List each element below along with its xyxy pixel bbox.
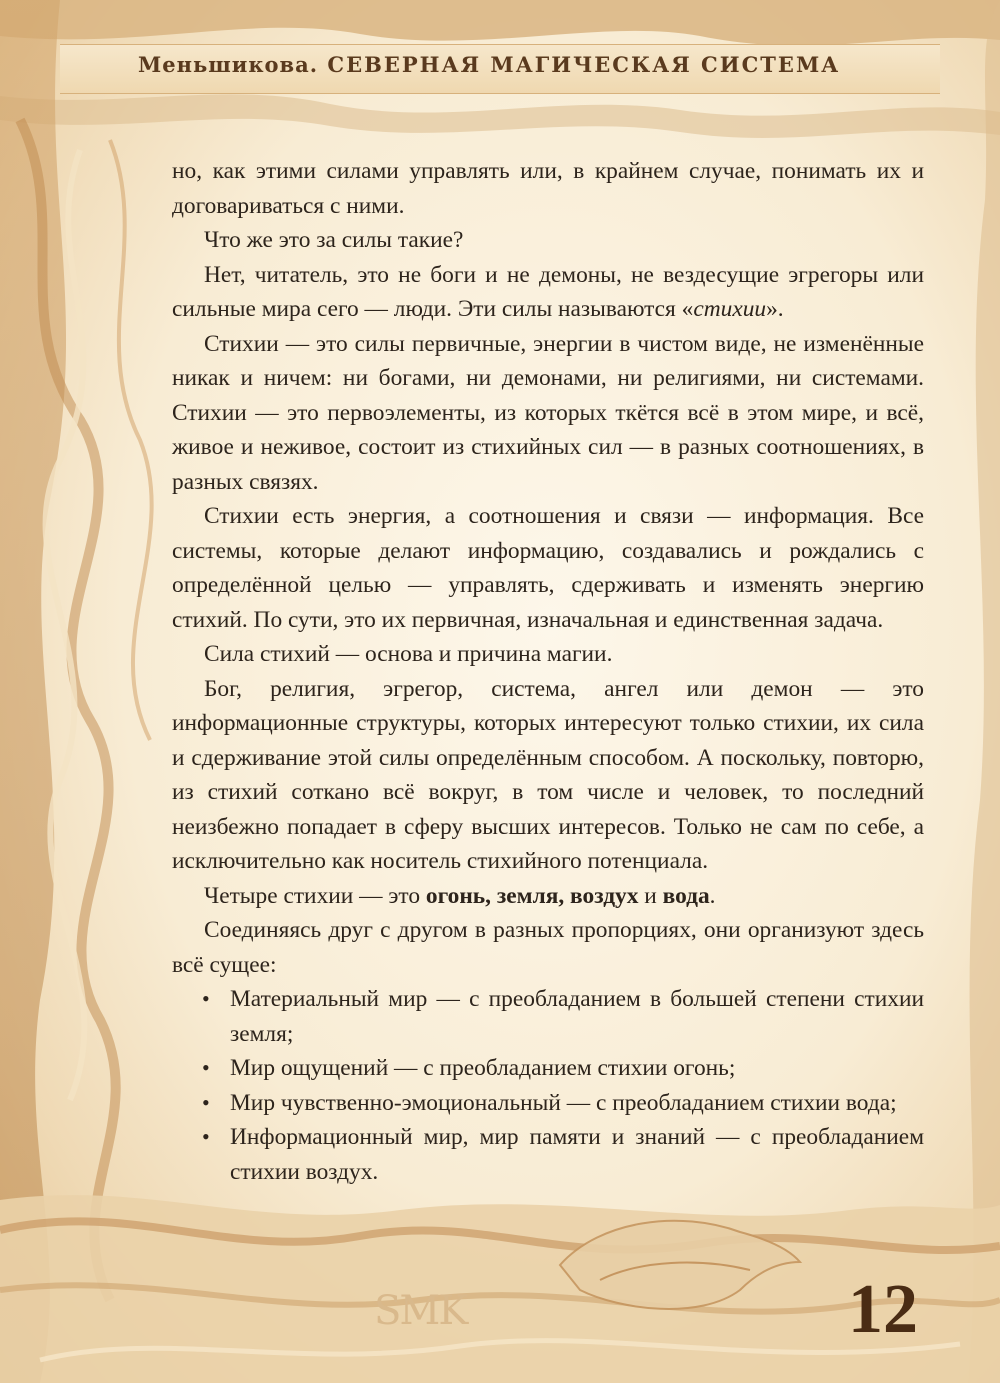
list-item: • Материальный мир — с преобладанием в большей степени стихии земля;: [172, 982, 924, 1051]
paragraph-text: Нет, читатель, это не боги и не демоны, не вездесущие эгрегоры или сильные мира сего — люди. Эти силы называются «: [172, 261, 924, 322]
list-item: • Мир ощущений — с преобладанием стихии огонь;: [172, 1051, 924, 1086]
paragraph-text: и: [638, 882, 663, 909]
header-author: Меньшикова.: [138, 52, 319, 77]
bullet-list: [172, 982, 924, 1189]
paragraph: Что же это за силы такие?: [204, 227, 464, 253]
paragraph: Бог, религия, эгрегор, система, ангел или демон — это информационные структуры, которых интересуют только стихии, их сила и сдерживание этой силы определённым способом. А поскольку, повторю, из стихий соткано всё вокруг, в том числе и человек, то последний неизбежно попадает в сферу высших интересов. Только не сам по себе, а исключительно как носитель стихийного потенциала.: [172, 675, 924, 874]
paragraph: [172, 879, 924, 914]
body-text: [172, 154, 924, 1189]
paragraph: Стихии есть энергия, а соотношения и связи — информация. Все системы, которые делают информацию, создавались и рождались с определённой целью — управлять, сдерживать и изменять энергию стихий. По сути, это их первичная, изначальная и единственная задача.: [172, 503, 924, 633]
paragraph: но, как этими силами управлять или, в крайнем случае, понимать их и договариваться с ними.: [172, 158, 924, 219]
paragraph-text: Четыре стихии — это: [204, 882, 426, 909]
paragraph: Сила стихий — основа и причина магии.: [204, 641, 613, 667]
paragraph: Соединяясь друг с другом в разных пропорциях, они организуют здесь всё сущее:: [172, 917, 924, 978]
paragraph-text: .: [709, 882, 716, 909]
header-book-title: СЕВЕРНАЯ МАГИЧЕСКАЯ СИСТЕМА: [327, 52, 841, 77]
paragraph-text: ».: [766, 296, 784, 322]
bold-term: вода: [662, 882, 710, 909]
publisher-logo: SMK: [374, 1288, 467, 1334]
list-item: • Информационный мир, мир памяти и знаний — с преобладанием стихии воздух.: [172, 1120, 924, 1189]
italic-term: стихии: [693, 296, 767, 322]
page-number: 12: [848, 1271, 918, 1348]
list-item: • Мир чувственно-эмоциональный — с преобладанием стихии вода;: [172, 1086, 924, 1121]
paragraph: [172, 258, 924, 327]
paragraph: Стихии — это силы первичные, энергии в чистом виде, не изменённые никак и ничем: ни богами, ни демонами, ни религиями, ни системами. Стихии — это первоэлементы, из которых ткётся всё в этом мире, и всё, живое и неживое, состоит из стихийных сил — в разных соотношениях, в разных связях.: [172, 330, 924, 495]
bold-term: огонь, земля, воздух: [425, 882, 639, 909]
running-header: [138, 52, 840, 77]
